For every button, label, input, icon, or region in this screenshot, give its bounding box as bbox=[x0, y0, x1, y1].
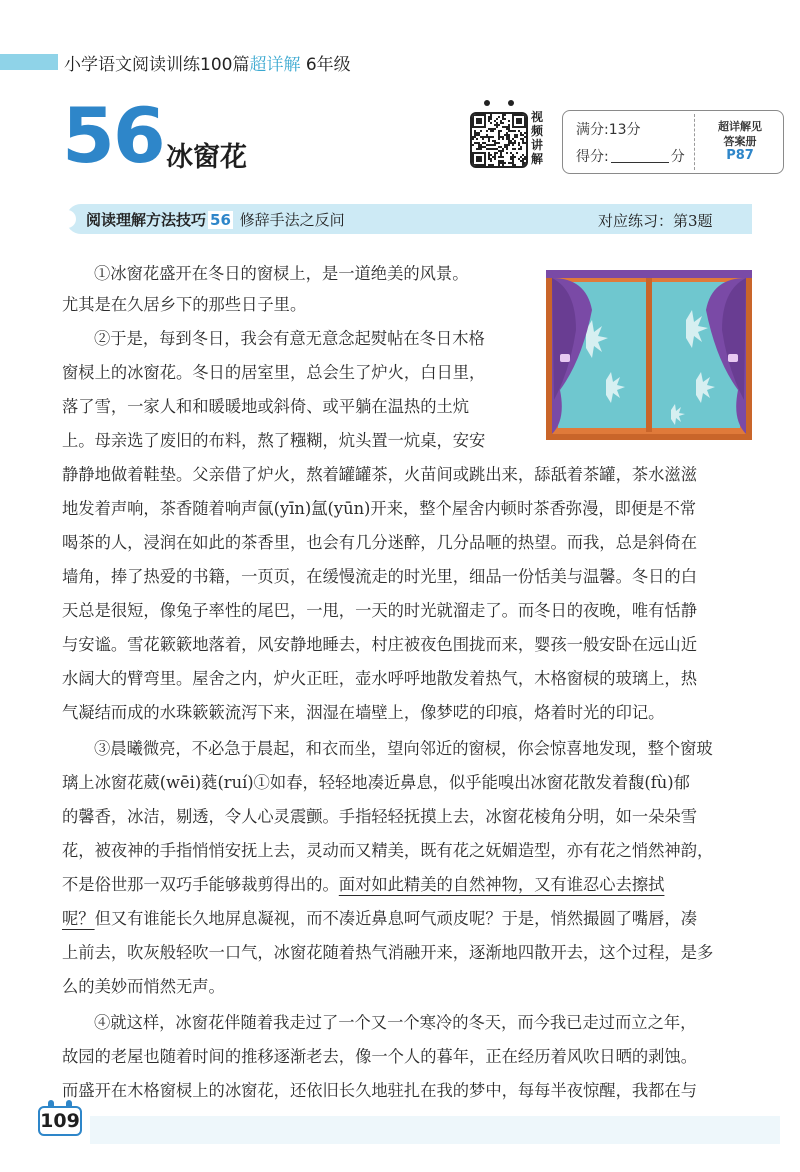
qr-module bbox=[500, 146, 502, 148]
book-header bbox=[64, 50, 351, 75]
qr-module bbox=[524, 132, 526, 134]
qr-module bbox=[514, 140, 516, 142]
qr-module bbox=[500, 160, 502, 162]
body-line bbox=[62, 911, 697, 927]
qr-module bbox=[510, 156, 512, 158]
qr-module bbox=[504, 144, 506, 146]
qr-module bbox=[498, 142, 500, 144]
body-line: 的馨香，冰洁，剔透，令人心灵震颤。手指轻轻抚摸上去，冰窗花棱角分明，如一朵朵雪 bbox=[62, 807, 697, 826]
qr-module bbox=[492, 164, 494, 166]
qr-module bbox=[506, 144, 508, 146]
qr-module bbox=[496, 148, 498, 150]
qr-module bbox=[502, 116, 504, 118]
qr-module bbox=[502, 148, 504, 150]
qr-module bbox=[508, 124, 510, 126]
body-line: 上。母亲选了废旧的布料，熬了糨糊，炕头置一炕桌，安安 bbox=[62, 431, 486, 450]
qr-module bbox=[518, 148, 520, 150]
qr-module bbox=[504, 118, 506, 120]
qr-module bbox=[484, 142, 486, 144]
qr-module bbox=[500, 154, 502, 156]
qr-module bbox=[496, 124, 498, 126]
qr-antenna-icon bbox=[508, 100, 514, 106]
qr-module bbox=[488, 140, 490, 142]
qr-module bbox=[502, 114, 504, 116]
method-banner-text bbox=[86, 209, 345, 230]
qr-module bbox=[498, 162, 500, 164]
qr-finder bbox=[516, 118, 522, 124]
qr-module bbox=[474, 142, 476, 144]
qr-module bbox=[506, 136, 508, 138]
book-title: 小学语文阅读训练100篇 bbox=[64, 55, 250, 75]
qr-module bbox=[524, 162, 526, 164]
qr-module bbox=[508, 144, 510, 146]
qr-module bbox=[480, 130, 482, 132]
qr-module bbox=[488, 118, 490, 120]
qr-module bbox=[476, 142, 478, 144]
qr-module bbox=[506, 146, 508, 148]
body-line: 墙角，捧了热爱的书籍，一页页，在缓慢流走的时光里，细品一份恬美与温馨。冬日的白 bbox=[62, 567, 697, 586]
qr-module bbox=[474, 134, 476, 136]
qr-module bbox=[512, 158, 514, 160]
qr-module bbox=[522, 162, 524, 164]
qr-module bbox=[502, 164, 504, 166]
qr-finder bbox=[476, 156, 482, 162]
qr-module bbox=[502, 162, 504, 164]
qr-label-char: 解 bbox=[531, 152, 544, 166]
qr-module bbox=[524, 158, 526, 160]
qr-module bbox=[502, 150, 504, 152]
qr-pattern bbox=[472, 114, 526, 166]
body-line: 故园的老屋也随着时间的推移逐渐老去，像一个人的暮年，正在经历着风吹日晒的剥蚀。 bbox=[62, 1047, 697, 1066]
qr-module bbox=[522, 164, 524, 166]
qr-module bbox=[498, 138, 500, 140]
qr-module bbox=[512, 144, 514, 146]
qr-module bbox=[518, 142, 520, 144]
qr-module bbox=[524, 164, 526, 166]
qr-module bbox=[478, 148, 480, 150]
book-accent: 超详解 bbox=[249, 55, 301, 75]
qr-module bbox=[506, 148, 508, 150]
qr-module bbox=[506, 134, 508, 136]
qr-module bbox=[504, 146, 506, 148]
qr-module bbox=[476, 148, 478, 150]
qr-module bbox=[510, 158, 512, 160]
qr-module bbox=[512, 160, 514, 162]
qr-module bbox=[488, 136, 490, 138]
qr-module bbox=[508, 120, 510, 122]
qr-module bbox=[506, 128, 508, 130]
qr-module bbox=[490, 116, 492, 118]
qr-module bbox=[524, 142, 526, 144]
qr-module bbox=[492, 128, 494, 130]
qr-module bbox=[498, 150, 500, 152]
qr-module bbox=[500, 162, 502, 164]
qr-module bbox=[488, 120, 490, 122]
body-line: 窗棂上的冰窗花。冬日的居室里，总会生了炉火，白日里， bbox=[62, 363, 486, 382]
qr-module bbox=[522, 134, 524, 136]
body-line: 而盛开在木格窗棂上的冰窗花，还依旧长久地驻扎在我的梦中，每每半夜惊醒，我都在与 bbox=[62, 1081, 697, 1100]
qr-module bbox=[488, 164, 490, 166]
qr-module bbox=[478, 142, 480, 144]
qr-module bbox=[490, 122, 492, 124]
qr-module bbox=[494, 142, 496, 144]
qr-module bbox=[492, 130, 494, 132]
body-line: 与安谧。雪花簌簌地落着，风安静地睡去，村庄被夜色围拢而来，婴孩一般安卧在远山近 bbox=[62, 635, 697, 654]
score-field[interactable] bbox=[576, 146, 685, 166]
qr-module bbox=[502, 156, 504, 158]
qr-module bbox=[488, 152, 490, 154]
qr-module bbox=[492, 148, 494, 150]
qr-module bbox=[508, 136, 510, 138]
qr-module bbox=[502, 122, 504, 124]
qr-label bbox=[531, 110, 545, 166]
qr-module bbox=[490, 154, 492, 156]
qr-module bbox=[512, 164, 514, 166]
qr-module bbox=[500, 130, 502, 132]
qr-module bbox=[486, 134, 488, 136]
qr-module bbox=[488, 116, 490, 118]
qr-module bbox=[500, 150, 502, 152]
qr-module bbox=[498, 136, 500, 138]
qr-module bbox=[494, 140, 496, 142]
qr-module bbox=[498, 116, 500, 118]
qr-module bbox=[500, 152, 502, 154]
qr-module bbox=[502, 136, 504, 138]
body-line: 尤其是在久居乡下的那些日子里。 bbox=[62, 295, 307, 314]
qr-module bbox=[478, 146, 480, 148]
qr-module bbox=[494, 158, 496, 160]
qr-module bbox=[510, 140, 512, 142]
body-line: 气凝结而成的水珠簌簌流泻下来，洇湿在墙壁上，像梦呓的印痕，烙着时光的印记。 bbox=[62, 703, 665, 722]
body-line: 喝茶的人，浸润在如此的茶香里，也会有几分迷醉，几分品咂的热望。而我，总是斜倚在 bbox=[62, 533, 697, 552]
qr-module bbox=[492, 156, 494, 158]
qr-module bbox=[512, 156, 514, 158]
method-number: 56 bbox=[210, 211, 231, 229]
qr-module bbox=[478, 144, 480, 146]
qr-module bbox=[496, 142, 498, 144]
qr-module bbox=[498, 134, 500, 136]
qr-module bbox=[518, 158, 520, 160]
qr-module bbox=[508, 138, 510, 140]
footer-band bbox=[90, 1116, 780, 1144]
qr-module bbox=[518, 130, 520, 132]
qr-module bbox=[502, 138, 504, 140]
qr-module bbox=[494, 144, 496, 146]
qr-module bbox=[498, 146, 500, 148]
qr-module bbox=[488, 148, 490, 150]
qr-module bbox=[504, 134, 506, 136]
qr-module bbox=[478, 132, 480, 134]
body-line: ①冰窗花盛开在冬日的窗棂上，是一道绝美的风景。 bbox=[94, 264, 469, 283]
qr-module bbox=[490, 164, 492, 166]
qr-module bbox=[482, 136, 484, 138]
method-topic: 修辞手法之反问 bbox=[239, 211, 345, 229]
qr-module bbox=[492, 140, 494, 142]
qr-module bbox=[502, 160, 504, 162]
answer-ref-line1: 超详解见 bbox=[718, 120, 762, 133]
qr-module bbox=[500, 120, 502, 122]
qr-module bbox=[520, 156, 522, 158]
qr-label-char: 视 bbox=[531, 110, 544, 124]
qr-module bbox=[512, 154, 514, 156]
qr-module bbox=[490, 136, 492, 138]
qr-module bbox=[488, 144, 490, 146]
qr-module bbox=[486, 148, 488, 150]
qr-code-icon[interactable] bbox=[470, 112, 528, 168]
lesson-title: 冰窗花 bbox=[166, 142, 247, 173]
qr-module bbox=[508, 134, 510, 136]
body-line: 地发着声响，茶香随着响声氤(yīn)氲(yūn)开来，整个屋舍内顿时茶香弥漫，即便是不常 bbox=[62, 499, 697, 518]
qr-module bbox=[512, 130, 514, 132]
rhetorical-question-underlined-end: 呢？ bbox=[62, 909, 95, 928]
qr-module bbox=[506, 138, 508, 140]
qr-module bbox=[482, 138, 484, 140]
qr-module bbox=[486, 136, 488, 138]
qr-module bbox=[524, 156, 526, 158]
body-line-text: 但又有谁能长久地屏息凝视，而不凑近鼻息呵气顽皮呢？于是，悄然撮圆了嘴唇，凑 bbox=[94, 909, 697, 928]
qr-module bbox=[522, 140, 524, 142]
qr-module bbox=[516, 134, 518, 136]
qr-module bbox=[490, 118, 492, 120]
qr-module bbox=[522, 154, 524, 156]
qr-module bbox=[498, 156, 500, 158]
page-number: 109 bbox=[40, 1110, 80, 1132]
body-line-with-question bbox=[62, 877, 664, 893]
qr-module bbox=[514, 136, 516, 138]
qr-module bbox=[512, 162, 514, 164]
body-line: 静静地做着鞋垫。父亲借了炉火，熬着罐罐茶，火苗间或跳出来，舔舐着茶罐，茶水滋滋 bbox=[62, 465, 697, 484]
body-line: 花，被夜神的手指悄悄安抚上去，灵动而又精美，既有花之妩媚造型，亦有花之悄然神韵， bbox=[62, 841, 714, 860]
qr-module bbox=[490, 130, 492, 132]
qr-module bbox=[494, 154, 496, 156]
qr-module bbox=[496, 152, 498, 154]
qr-module bbox=[510, 152, 512, 154]
qr-module bbox=[490, 160, 492, 162]
qr-label-char: 讲 bbox=[531, 138, 544, 152]
body-line: ②于是，每到冬日，我会有意无意念起熨帖在冬日木格 bbox=[94, 329, 485, 348]
qr-code-block[interactable] bbox=[470, 100, 556, 174]
body-line: ④就这样，冰窗花伴随着我走过了一个又一个寒冷的冬天，而今我已走过而立之年， bbox=[94, 1013, 697, 1032]
qr-module bbox=[518, 144, 520, 146]
qr-label-char: 频 bbox=[531, 124, 544, 138]
qr-module bbox=[506, 152, 508, 154]
qr-module bbox=[496, 118, 498, 120]
grade-label: 6年级 bbox=[305, 55, 351, 75]
qr-module bbox=[504, 114, 506, 116]
qr-module bbox=[492, 144, 494, 146]
body-line: 璃上冰窗花葳(wēi)蕤(ruí)①如春，轻轻地凑近鼻息，似乎能嗅出冰窗花散发着馥(fù)郁 bbox=[62, 773, 690, 792]
qr-module bbox=[494, 120, 496, 122]
qr-module bbox=[520, 138, 522, 140]
rhetorical-question-underlined: 面对如此精美的自然神物，又有谁忍心去擦拭 bbox=[338, 875, 665, 894]
body-line: 么的美妙而悄然无声。 bbox=[62, 977, 225, 996]
qr-module bbox=[472, 144, 474, 146]
qr-module bbox=[498, 160, 500, 162]
body-line: ③晨曦微亮，不必急于晨起，和衣而坐，望向邻近的窗棂，你会惊喜地发现，整个窗玻 bbox=[94, 739, 713, 758]
qr-module bbox=[494, 124, 496, 126]
qr-module bbox=[478, 134, 480, 136]
qr-module bbox=[494, 148, 496, 150]
qr-module bbox=[482, 142, 484, 144]
qr-module bbox=[508, 162, 510, 164]
answer-ref-line2: 答案册 bbox=[723, 135, 757, 148]
qr-module bbox=[498, 132, 500, 134]
qr-module bbox=[514, 156, 516, 158]
qr-module bbox=[476, 138, 478, 140]
qr-module bbox=[510, 142, 512, 144]
qr-module bbox=[512, 138, 514, 140]
qr-module bbox=[488, 156, 490, 158]
qr-module bbox=[498, 164, 500, 166]
qr-module bbox=[512, 142, 514, 144]
score-card-divider bbox=[694, 114, 695, 170]
qr-module bbox=[484, 136, 486, 138]
header-accent-bar bbox=[0, 54, 58, 70]
qr-module bbox=[516, 136, 518, 138]
qr-module bbox=[490, 148, 492, 150]
qr-module bbox=[500, 122, 502, 124]
qr-module bbox=[500, 136, 502, 138]
qr-module bbox=[520, 146, 522, 148]
qr-module bbox=[494, 152, 496, 154]
qr-module bbox=[496, 122, 498, 124]
qr-module bbox=[490, 144, 492, 146]
qr-module bbox=[510, 162, 512, 164]
qr-module bbox=[480, 136, 482, 138]
qr-module bbox=[494, 128, 496, 130]
method-label: 阅读理解方法技巧 bbox=[86, 211, 207, 229]
score-blank[interactable] bbox=[611, 148, 669, 163]
qr-module bbox=[488, 128, 490, 130]
qr-module bbox=[504, 162, 506, 164]
qr-module bbox=[512, 148, 514, 150]
qr-module bbox=[476, 132, 478, 134]
qr-module bbox=[510, 130, 512, 132]
qr-module bbox=[476, 134, 478, 136]
score-unit: 分 bbox=[670, 149, 685, 165]
qr-module bbox=[480, 144, 482, 146]
body-line-text: 不是俗世那一双巧手能够裁剪得出的。 bbox=[62, 875, 339, 894]
body-line: 上前去，吹灰般轻吹一口气，冰窗花随着热气消融开来，逐渐地四散开去，这个过程，是多 bbox=[62, 943, 714, 962]
qr-module bbox=[488, 158, 490, 160]
qr-module bbox=[500, 156, 502, 158]
qr-module bbox=[472, 138, 474, 140]
qr-module bbox=[498, 130, 500, 132]
practice-ref: 对应练习：第3题 bbox=[598, 212, 713, 230]
qr-module bbox=[506, 132, 508, 134]
qr-module bbox=[522, 160, 524, 162]
qr-module bbox=[490, 158, 492, 160]
qr-module bbox=[492, 136, 494, 138]
qr-module bbox=[508, 128, 510, 130]
qr-module bbox=[508, 126, 510, 128]
qr-module bbox=[520, 134, 522, 136]
body-line: 天总是很短，像兔子率性的尾巴，一甩，一天的时光就溜走了。而冬日的夜晚，唯有恬静 bbox=[62, 601, 697, 620]
qr-module bbox=[490, 114, 492, 116]
body-line: 落了雪，一家人和和暖暖地或斜倚、或平躺在温热的土炕 bbox=[62, 397, 470, 416]
answer-page: P87 bbox=[726, 148, 754, 163]
qr-module bbox=[520, 132, 522, 134]
qr-module bbox=[514, 130, 516, 132]
qr-module bbox=[502, 118, 504, 120]
qr-module bbox=[520, 160, 522, 162]
qr-module bbox=[514, 164, 516, 166]
qr-module bbox=[472, 136, 474, 138]
qr-module bbox=[508, 140, 510, 142]
qr-module bbox=[488, 138, 490, 140]
qr-finder bbox=[476, 118, 482, 124]
qr-module bbox=[514, 142, 516, 144]
qr-module bbox=[514, 134, 516, 136]
qr-module bbox=[520, 148, 522, 150]
qr-module bbox=[484, 146, 486, 148]
qr-module bbox=[498, 124, 500, 126]
qr-module bbox=[504, 126, 506, 128]
qr-module bbox=[480, 146, 482, 148]
qr-module bbox=[480, 148, 482, 150]
full-score: 满分:13分 bbox=[576, 122, 641, 138]
qr-module bbox=[488, 154, 490, 156]
qr-module bbox=[502, 126, 504, 128]
window-illustration bbox=[546, 270, 752, 440]
qr-module bbox=[506, 126, 508, 128]
qr-module bbox=[514, 148, 516, 150]
lesson-number: 56 bbox=[62, 91, 164, 180]
qr-module bbox=[496, 126, 498, 128]
qr-module bbox=[490, 128, 492, 130]
banner-dot-icon bbox=[58, 210, 76, 228]
qr-module bbox=[508, 130, 510, 132]
qr-module bbox=[522, 158, 524, 160]
qr-module bbox=[508, 142, 510, 144]
qr-module bbox=[486, 130, 488, 132]
qr-module bbox=[522, 142, 524, 144]
qr-module bbox=[474, 132, 476, 134]
qr-module bbox=[522, 138, 524, 140]
score-label: 得分: bbox=[576, 149, 609, 165]
qr-module bbox=[494, 156, 496, 158]
qr-antenna-icon bbox=[484, 100, 490, 106]
qr-module bbox=[516, 152, 518, 154]
qr-module bbox=[524, 136, 526, 138]
body-line: 水阔大的臂弯里。屋舍之内，炉火正旺，壶水呼呼地散发着热气，木格窗棂的玻璃上，热 bbox=[62, 669, 697, 688]
window-frost-icon bbox=[546, 270, 752, 440]
qr-module bbox=[474, 130, 476, 132]
qr-module bbox=[482, 146, 484, 148]
qr-module bbox=[486, 144, 488, 146]
qr-module bbox=[474, 136, 476, 138]
